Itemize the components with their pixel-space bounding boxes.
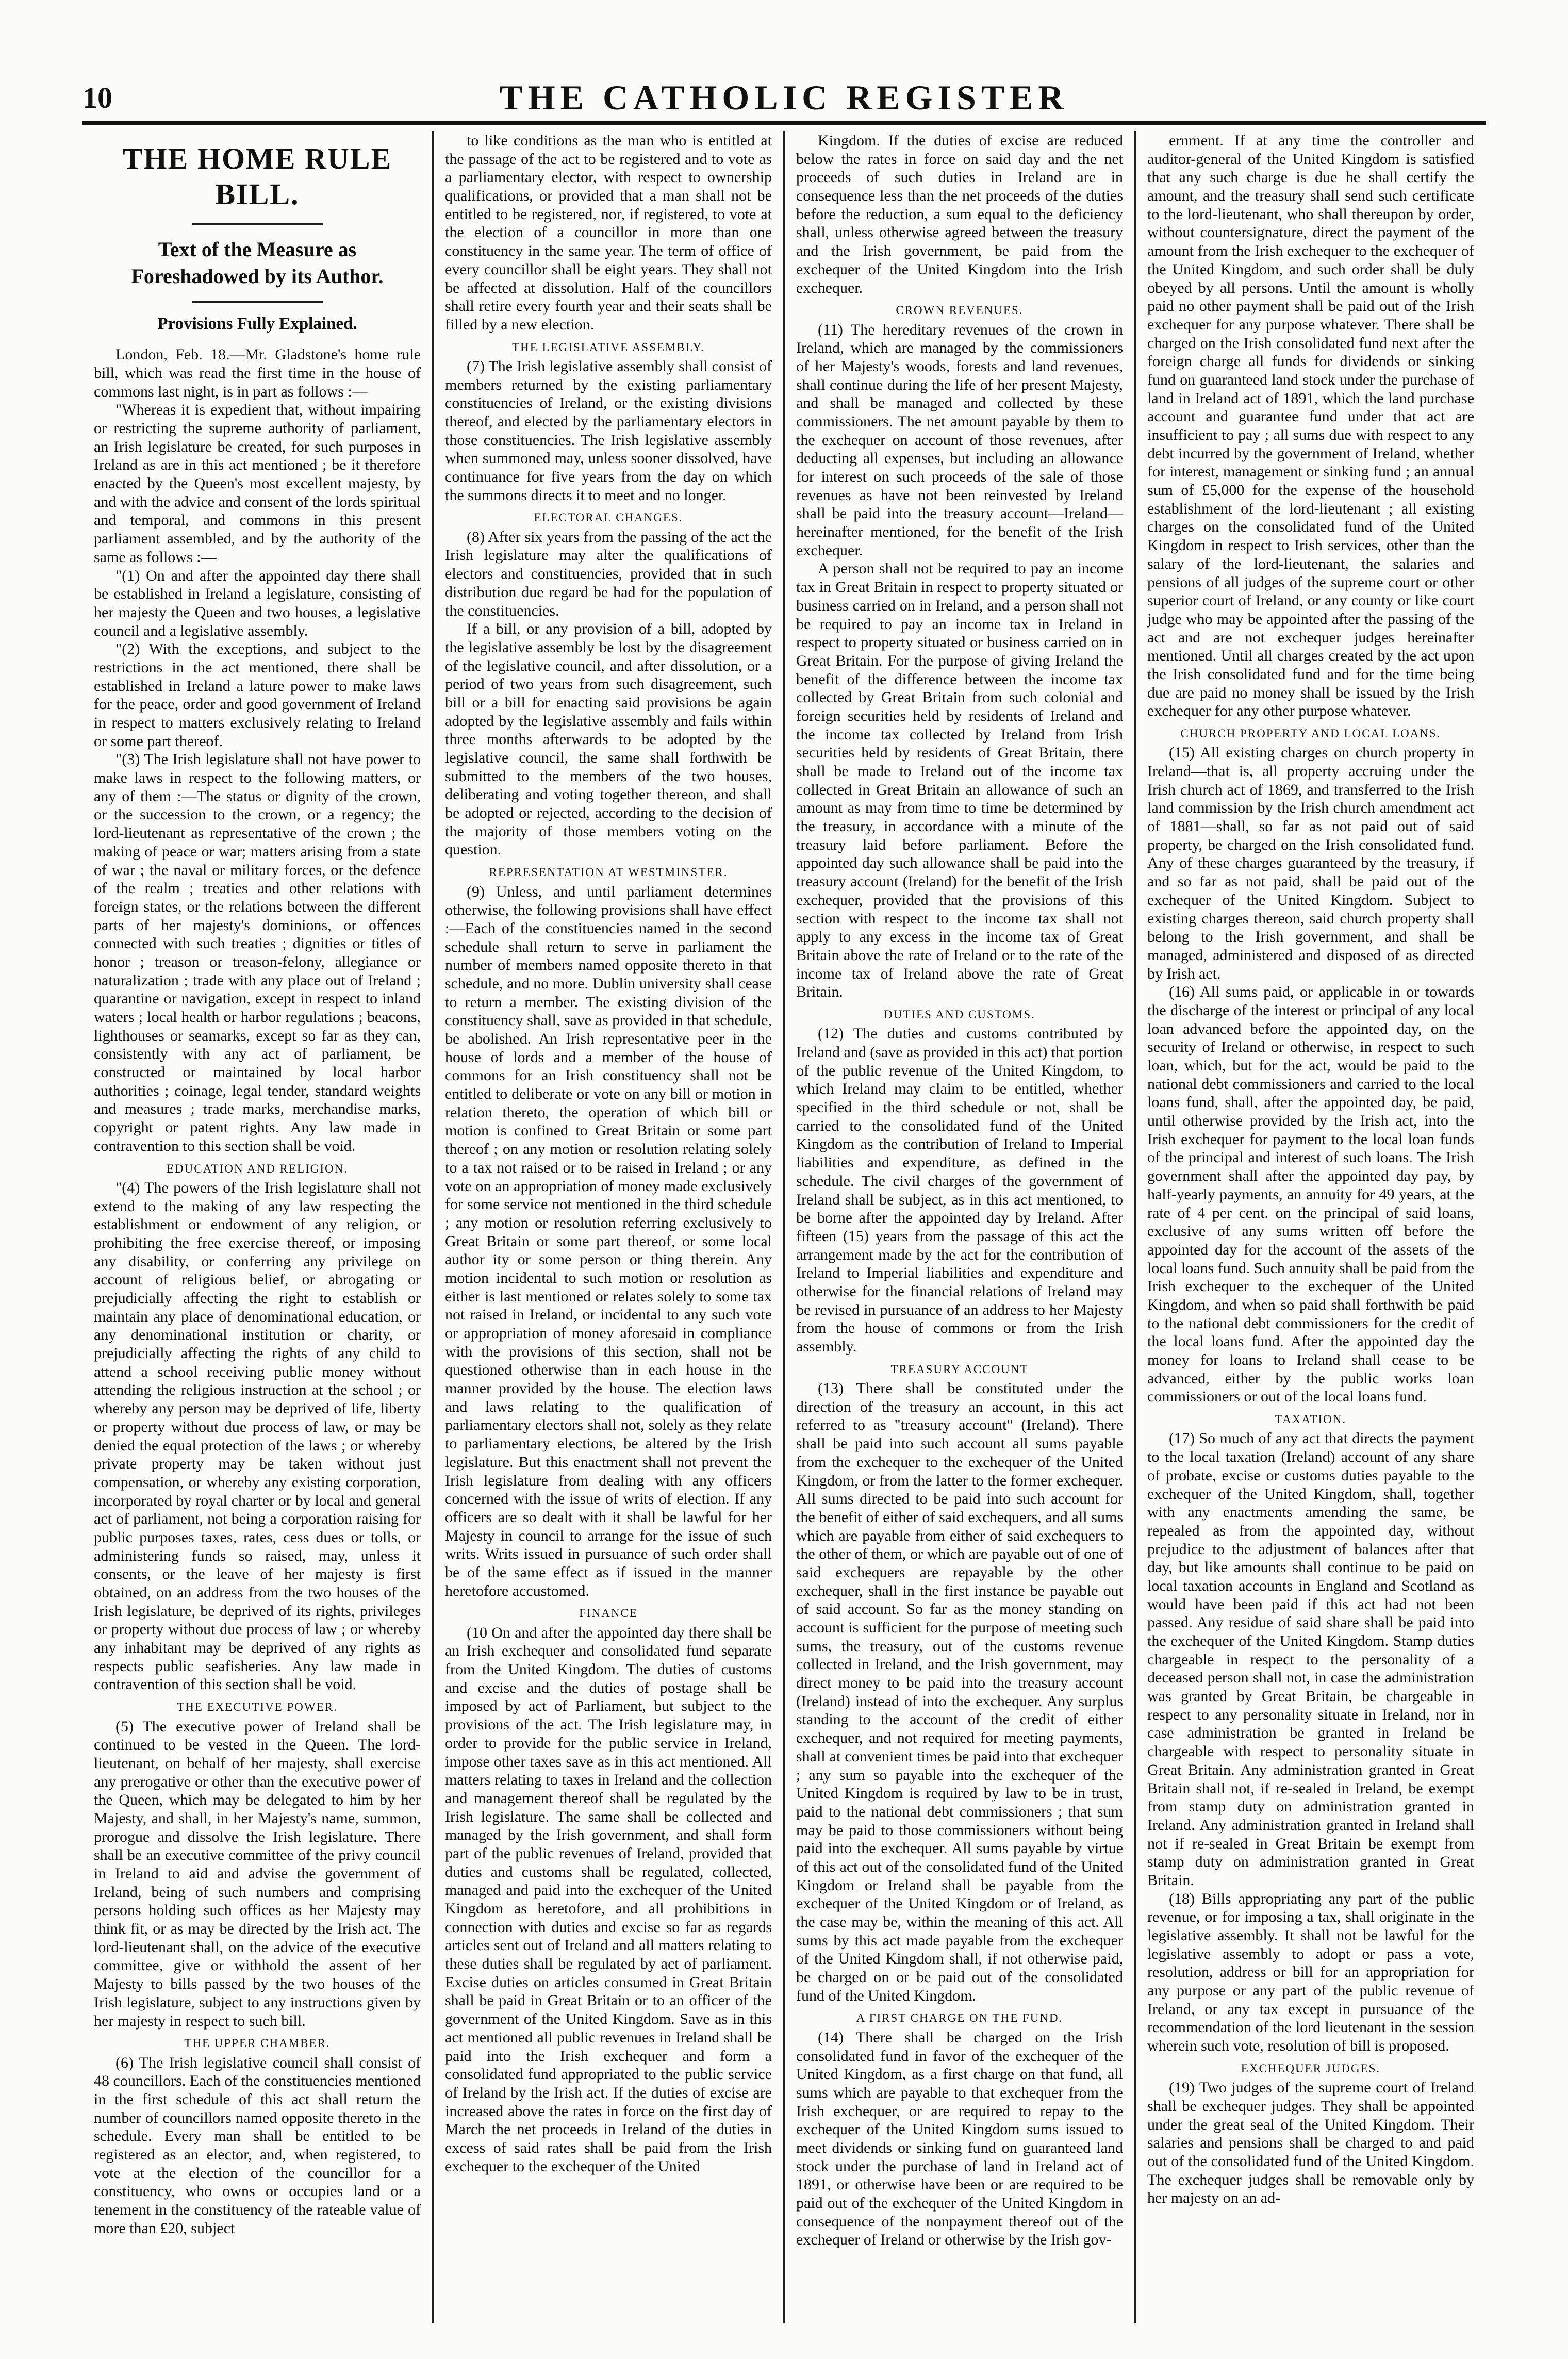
section-heading: REPRESENTATION AT WESTMINSTER. [489,866,728,879]
subheadline-rule [192,301,323,303]
paragraph: (11) The hereditary revenues of the crown in Ireland, which are managed by the commissioners of her Majesty's woods, forests and land revenues, shall continue during the life of her present Majesty, and shall be managed and collected by these commissioners. The net amount payable by them to the exchequer on account of those revenues, after deducting all expenses, but including an allowance for interest on such proceeds of the sale of those revenues as have not been reinvested by Ireland shall be paid into the treasury account—Ireland—hereinafter mentioned, for the benefit of the Irish exchequer. [796,321,1123,559]
column-4 [1134,131,1486,2323]
section-heading: ELECTORAL CHANGES. [534,511,683,524]
paragraph: (18) Bills appropriating any part of the public revenue, or for imposing a tax, shall originate in the legislative assembly. It shall not be lawful for the legislative assembly to adopt or pass a vote, resolution, address or bill for an appropriation for any purpose or any part of the public revenue of Ireland, or any tax except in pursuance of the recommendation of the lord lieutenant in the session wherein such vote, resolution of bill is proposed. [1147,1890,1474,2055]
paragraph: (15) All existing charges on church property in Ireland—that is, all property accruing under the Irish church act of 1869, and transferred to the Irish land commission by the Irish church amendment act of 1881—shall, so far as not paid out of said property, be charged on the Irish consolidated fund. Any of these charges guaranteed by the treasury, if and so far as not paid, shall be paid out of the exchequer of the United Kingdom. Subject to existing charges thereon, said church property shall belong to the Irish government, and shall be managed, administered and disposed of as directed by Irish act. [1147,744,1474,982]
masthead [82,77,1486,124]
paragraph: (7) The Irish legislative assembly shall consist of members returned by the existing parliamentary constituencies of Ireland, or the existing divisions thereof, and elected by the parliamentary electors in those constituencies. The Irish legislative assembly when summoned may, unless sooner dissolved, have continuance for five years from the day on which the summons directs it to meet and no longer. [445,357,772,504]
subheadline: Text of the Measure as Foreshadowed by its Author. [131,238,384,288]
section-heading: TREASURY ACCOUNT [890,1362,1029,1376]
paragraph: (19) Two judges of the supreme court of Ireland shall be exchequer judges. They shall be appointed under the great seal of the United Kingdom. Their salaries and pensions shall be charged to and paid out of the consolidated fund of the United Kingdom. The exchequer judges shall be removable only by her majesty on an ad- [1147,2079,1474,2207]
paragraph: (8) After six years from the passing of the act the Irish legislature may alter the qualifications of electors and constituencies, provided that in such distribution due regard be had for the population of the constituencies. [445,528,772,619]
section-heading: THE LEGISLATIVE ASSEMBLY. [512,340,705,354]
paragraph: "(4) The powers of the Irish legislature shall not extend to the making of any law respecting the establishment or endowment of any religion, or prohibiting the free exercise thereof, or imposing any disability, or conferring any privilege on account of religious belief, or abrogating or prejudicially affecting the right to establish or maintain any place of denominational education, or any denominational institution or charity, or prejudicially affecting the rights of any child to attend a school receiving public money without attending the religious instruction at the school ; or whereby any person may be deprived of life, liberty or property without due process of law, or may be denied the equal protection of the laws ; or whereby private property may be taken without just compensation, or whereby any existing corporation, incorporated by royal charter or by local and general act of parliament, not being a corporation raising for public purposes taxes, rates, cess dues or tolls, or administering funds so raised, may, unless it consents, or the leave of her majesty is first obtained, on an address from the two houses of the Irish legislature, be deprived of its rights, privileges or property without due process of law ; or whereby any inhabitant may be deprived of any rights as respects public seafisheries. Any law made in contravention of this section shall be void. [94,1179,421,1693]
newspaper-title: THE CATHOLIC REGISTER [499,78,1069,117]
section-heading: EDUCATION AND RELIGION. [167,1162,348,1175]
section-heading: FINANCE [579,1607,638,1620]
section-heading: THE EXECUTIVE POWER. [177,1701,338,1714]
paragraph: If a bill, or any provision of a bill, adopted by the legislative assembly be lost by the disagreement of the legislative council, and after dissolution, or a period of two years from such disagreement, such bill or a bill for enacting said provisions be again adopted by the legislative assembly and fails within three months afterwards to be adopted by the legislative council, the same shall forthwith be submitted to the members of the two houses, deliberating and voting together thereon, and shall be adopted or rejected, according to the decision of the majority of those members voting on the question. [445,620,772,859]
section-heading: DUTIES AND CUSTOMS. [884,1008,1035,1021]
section-heading: CROWN REVENUES. [896,304,1024,317]
paragraph: (14) There shall be charged on the Irish consolidated fund in favor of the exchequer of the United Kingdom, as a first charge on that fund, all sums which are payable to that exchequer from the Irish exchequer, or are required to repay to the exchequer of the United Kingdom sums issued to meet dividends or sinking fund on guaranteed land stock under the purchase of land in Ireland act of 1891, or otherwise have been or are required to be paid out of the exchequer of the United Kingdom in consequence of the nonpayment thereof out of the exchequer of Ireland or otherwise by the Irish gov- [796,2028,1123,2249]
column-1 [82,131,432,2323]
section-heading: TAXATION. [1275,1413,1347,1426]
paragraph: Kingdom. If the duties of excise are reduced below the rates in force on said day and the net proceeds of such duties in Ireland are in consequence less than the net proceeds of the duties before the reduction, a sum equal to the deficiency shall, unless otherwise agreed between the treasury and the Irish government, be paid from the exchequer of the United Kingdom into the Irish exchequer. [796,132,1123,296]
paragraph: ernment. If at any time the controller and auditor-general of the United Kingdom is satisfied that any such charge is due he shall certify the amount, and the treasury shall send such certificate to the lord-lieutenant, who shall thereupon by order, without countersignature, direct the payment of the amount from the Irish exchequer to the exchequer of the United Kingdom, and such order shall be duly obeyed by all persons. Until the amount is wholly paid no other payment shall be paid out of the Irish exchequer for any purpose whatever. There shall be charged on the Irish consolidated fund next after the foreign charge all funds for dividends or sinking fund on guaranteed land stock under the purchase of land in Ireland act of 1891, which the land purchase account and guarantee fund under that act are insufficient to pay ; all sums due with respect to any debt incurred by the government of Ireland, whether for interest, management or sinking fund ; an annual sum of £5,000 for the expense of the household establishment of the lord-lieutenant ; all existing charges on the consolidated fund of the United Kingdom in respect to Irish services, other than the salary of the lord-lieutenant, the salaries and pensions of all judges of the supreme court or other superior court of Ireland, or any county or like court judge who may be appointed after the passing of the act and are not exchequer judges hereinafter mentioned. Until all charges created by the act upon the Irish consolidated fund and for the time being due are paid no money shall be issued by the Irish exchequer for any other purpose whatever. [1147,132,1474,720]
paragraph: (17) So much of any act that directs the payment to the local taxation (Ireland) account of any share of probate, excise or customs duties payable to the exchequer of the United Kingdom, shall, together with any enactments amending the same, be repealed as from the appointed day, without prejudice to the adjustment of balances after that day, but like amounts shall continue to be paid on local taxation accounts in England and Scotland as would have been paid if this act had not been passed. Any residue of said share shall be paid into the exchequer of the United Kingdom. Stamp duties chargeable in respect to the personality of a deceased person shall not, in case the administration was granted by Great Britain, be chargeable in respect to any personality situate in Ireland, nor in case administration be granted in Ireland be chargeable with respect to personality situate in Great Britain. Any administration granted in Great Britain shall not, if re-sealed in Ireland, be exempt from stamp duty on administration granted in Ireland. Any administration granted in Ireland shall not if re-sealed in Great Britain be exempt from stamp duty on administration granted in Great Britain. [1147,1430,1474,1889]
headline: THE HOME RULE BILL. [122,142,392,211]
subheadline-2: Provisions Fully Explained. [157,315,357,334]
masthead-rule [82,121,1486,125]
paragraph: (6) The Irish legislative council shall consist of 48 councillors. Each of the constituencies mentioned in the first schedule of this act shall return the number of councillors named opposite thereto in the schedule. Every man shall be entitled to be registered as an elector, and, when registered, to vote at the election of the councillor for a constituency, who owns or occupies land or a tenement in the constituency of the rateable value of more than £20, subject [94,2054,421,2237]
paragraph: "(2) With the exceptions, and subject to the restrictions in the act mentioned, there shall be established in Ireland a lature power to make laws for the peace, order and good government of Ireland in respect to matters exclusively relating to Ireland or some part thereof. [94,640,421,750]
page-number: 10 [82,81,112,114]
article-columns [82,131,1486,2323]
paragraph: (10 On and after the appointed day there shall be an Irish exchequer and consolidated fund separate from the United Kingdom. The duties of customs and excise and the duties of postage shall be imposed by act of Parliament, but subject to the provisions of the act. The Irish legislature may, in order to provide for the public service in Ireland, impose other taxes save as in this act mentioned. All matters relating to taxes in Ireland and the collection and management thereof shall be regulated by the Irish legislature. The same shall be collected and managed by the Irish government, and shall form part of the public revenues of Ireland, provided that duties and customs shall be regulated, collected, managed and paid into the exchequer of the United Kingdom as heretofore, and all prohibitions in connection with duties and excise so far as regards articles sent out of Ireland and all matters relating to these duties shall be regulated by act of parliament. Excise duties on articles consumed in Great Britain shall be paid in Great Britain or to an officer of the government of the United Kingdom. Save as in this act mentioned all public revenues in Ireland shall be paid into the Irish exchequer and form a consolidated fund appropriated to the public service of Ireland by the Irish act. If the duties of excise are increased above the rates in force on the first day of March the net proceeds in Ireland of the duties in excess of said rates shall be paid from the Irish exchequer to the exchequer of the United [445,1624,772,2175]
section-heading: CHURCH PROPERTY AND LOCAL LOANS. [1180,727,1441,740]
column-2 [432,131,783,2323]
section-heading: A FIRST CHARGE ON THE FUND. [856,2011,1063,2025]
column-3 [783,131,1134,2323]
paragraph: (9) Unless, and until parliament determines otherwise, the following provisions shall have effect :—Each of the constituencies named in the second schedule shall return to serve in parliament the number of members named opposite thereto in that schedule, and no more. Dublin university shall cease to return a member. The existing division of the constituency shall, save as provided in that schedule, be abolished. An Irish representative peer in the house of lords and a member of the house of commons for an Irish constituency shall not be entitled to deliberate or vote on any bill or motion in relation thereto, the operation of which bill or motion is confined to Great Britain or some part thereof ; on any motion or resolution relating solely to a tax not raised or to be raised in Ireland ; or any vote on an appropriation of money made exclusively for some service not mentioned in the third schedule ; any motion or resolution referring exclusively to Great Britain or some part thereof, or some local author ity or some person or thing therein. Any motion incidental to such motion or resolution as either is last mentioned or relates solely to some tax not raised in Ireland, or incidental to any such vote or appropriation of money aforesaid in compliance with the provisions of this section, shall not be questioned otherwise than in each house in the manner provided by the house. The election laws and laws relating to the qualification of parliamentary electors shall not, solely as they relate to parliamentary elections, be altered by the Irish legislature. But this enactment shall not prevent the Irish legislature from dealing with any officers concerned with the issue of writs of election. If any officers are so dealt with it shall be lawful for her Majesty in council to arrange for the issue of such writs. Writs issued in pursuance of such order shall be of the same effect as if issued in the manner heretofore accustomed. [445,883,772,1599]
paragraph: (16) All sums paid, or applicable in or towards the discharge of the interest or principal of any local loan advanced before the appointed day, on the security of Ireland or otherwise, in respect to such loan, which, but for the act, would be paid to the national debt commissioners and carried to the local loans fund, shall, after the appointed day, be paid, until otherwise provided by the Irish act, into the Irish exchequer for payment to the local loan funds of the principal and interest of such loans. The Irish government shall after the appointed day pay, by half-yearly payments, an annuity for 49 years, at the rate of 4 per cent. on the principal of said loans, exclusive of any sums written off before the appointed day for the account of the assets of the local loans fund. Such annuity shall be paid from the Irish exchequer to the exchequer of the United Kingdom, and when so paid shall forthwith be paid to the national debt commissioners for the credit of the local loans fund. After the appointed day the money for loans to Ireland shall cease to be advanced, either by the public works loan commissioners or out of the local loans fund. [1147,983,1474,1406]
paragraph: "(3) The Irish legislature shall not have power to make laws in respect to the following matters, or any of them :—The status or dignity of the crown, or the succession to the crown, or a regency; the lord-lieutenant as representative of the crown ; the making of peace or war; matters arising from a state of war ; the naval or military forces, or the defence of the realm ; treaties and other relations with foreign states, or the relations between the different parts of her majesty's dominions, or offences connected with such treaties ; dignities or titles of honor ; treason or treason-felony, allegiance or naturalization ; trade with any place out of Ireland ; quarantine or navigation, except in respect to inland waters ; local health or harbor regulations ; beacons, lighthouses or seamarks, except so far as they can, consistently with any act of parliament, be constructed or maintained by local harbor authorities ; coinage, legal tender, standard weights and measures ; trade marks, merchandise marks, copyright or patent rights. Any law made in contravention to this section shall be void. [94,751,421,1154]
section-heading: EXCHEQUER JUDGES. [1241,2061,1381,2075]
headline-rule [192,223,323,225]
paragraph: to like conditions as the man who is entitled at the passage of the act to be registered and to vote as a parliamentary elector, with respect to ownership qualifications, or provided that a man shall not be entitled to be registered, nor, if registered, to vote at the election of a councillor in more than one constituency in the same year. The term of office of every councillor shall be eight years. They shall not be affected at dissolution. Half of the councillors shall retire every fourth year and their seats shall be filled by a new election. [445,132,772,333]
section-heading: THE UPPER CHAMBER. [184,2037,331,2050]
paragraph: (12) The duties and customs contributed by Ireland and (save as provided in this act) that portion of the public revenue of the United Kingdom, to which Ireland may claim to be entitled, whether specified in the third schedule or not, shall be carried to the consolidated fund of the United Kingdom as the contribution of Ireland to Imperial liabilities and expenditure, as defined in the schedule. The civil charges of the government of Ireland shall be subject, as in this act mentioned, to be borne after the appointed day by Ireland. After fifteen (15) years from the passage of this act the arrangement made by the act for the contribution of Ireland to Imperial liabilities and expenditure and otherwise for the financial relations of Ireland may be revised in pursuance of an address to her Majesty from the house of commons or from the Irish assembly. [796,1025,1123,1356]
paragraph: "Whereas it is expedient that, without impairing or restricting the supreme authority of parliament, an Irish legislature be created, for such purposes in Ireland as are in this act mentioned ; be it therefore enacted by the Queen's most excellent majesty, by and with the advice and consent of the lords spiritual and temporal, and commons in this present parliament assembled, and by the authority of the same as follows :— [94,401,421,566]
paragraph: London, Feb. 18.—Mr. Gladstone's home rule bill, which was read the first time in the house of commons last night, is in part as follows :— [94,346,421,400]
paragraph: (5) The executive power of Ireland shall be continued to be vested in the Queen. The lord-lieutenant, on behalf of her majesty, shall exercise any prerogative or other than the executive power of the Queen, which may be delegated to him by her Majesty, and shall, in her Majesty's name, summon, prorogue and dissolve the Irish legislature. There shall be an executive committee of the privy council in Ireland to aid and advise the government of Ireland, being of such numbers and comprising persons holding such offices as her Majesty may think fit, or as may be directed by the Irish act. The lord-lieutenant shall, on the advice of the executive committee, give or withhold the assent of her Majesty to bills passed by the two houses of the Irish legislature, subject to any instructions given by her majesty in respect to such bill. [94,1718,421,2030]
paragraph: "(1) On and after the appointed day there shall be established in Ireland a legislature, consisting of her majesty the Queen and two houses, a legislative council and a legislative assembly. [94,567,421,639]
paragraph: (13) There shall be constituted under the direction of the treasury an account, in this act referred to as "treasury account" (Ireland). There shall be paid into such account all sums payable from the exchequer to the exchequer of the United Kingdom, or from the latter to the former exchequer. All sums directed to be paid into such account for the benefit of either of said exchequers, and all sums which are payable from either of said exchequers to the other of them, or which are payable out of one of said exchequers are repayable by the other exchequer, shall in the first instance be payable out of said account. So far as the money standing on account is sufficient for the purpose of meeting such sums, the treasury, out of the customs revenue collected in Ireland, and the Irish government, may direct money to be paid into the treasury account (Ireland) instead of into the exchequer. Any surplus standing to the account of the credit of either exchequer, and not required for meeting payments, shall at convenient times be paid into that exchequer ; any sum so payable into the exchequer of the United Kingdom is required by law to be in trust, paid to the national debt commissioners ; that sum may be paid to those commissioners without being paid into the exchequer. All sums payable by virtue of this act out of the consolidated fund of the United Kingdom or Ireland shall be payable from the exchequer of the United Kingdom or of Ireland, as the case may be, within the meaning of this act. All sums by this act made payable from the exchequer of the United Kingdom shall, if not otherwise paid, be charged on or be paid out of the consolidated fund of the United Kingdom. [796,1380,1123,2004]
paragraph: A person shall not be required to pay an income tax in Great Britain in respect to property situated or business carried on in Ireland, and a person shall not be required to pay an income tax in Ireland in respect to property situated or business carried on in Great Britain. For the purpose of giving Ireland the benefit of the difference between the income tax collected by Great Britain from such colonial and foreign securities held by residents of Ireland and the income tax collected by Ireland from Irish securities held by residents of Great Britain, there shall be made to Ireland out of the income tax collected in Great Britain an allowance of such an amount as may from time to time be determined by the treasury, in accordance with a minute of the treasury laid before parliament. Before the appointed day such allowance shall be paid into the treasury account (Ireland) for the benefit of the Irish exchequer, provided that the provisions of this section with respect to the income tax shall not apply to any excess in the income tax of Great Britain above the rate of Ireland or to the rate of the income tax of Ireland above the rate of Great Britain. [796,560,1123,1001]
